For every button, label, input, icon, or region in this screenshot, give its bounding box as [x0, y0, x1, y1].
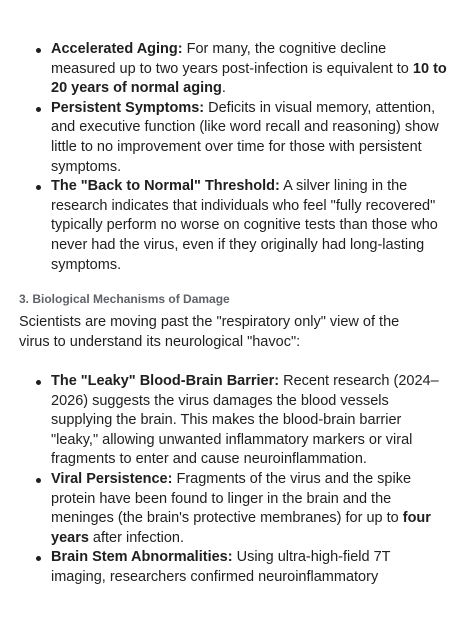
list-item-leaky-bbb — [19, 372, 447, 470]
list-item-persistent-symptoms — [19, 99, 447, 177]
item-text: For many, the cognitive decline measured up to two years post-infection is equivalent to — [51, 41, 413, 77]
list-item-brain-stem — [19, 548, 447, 587]
item-text-end: after infection. — [88, 529, 185, 546]
item-title: The "Back to Normal" Threshold: — [51, 178, 280, 195]
item-emphasis: 10 to 20 years of normal aging — [51, 60, 447, 97]
list-item-back-to-normal — [19, 177, 447, 275]
list-item-accelerated-aging — [19, 40, 447, 99]
item-text: Recent research (2024–2026) suggests the virus damages the blood vessels supplying the brain. This makes the blood-brain barrier "leaky," allowing unwanted inflammatory markers or viral fragments to enter and cause neuroinflammation. — [51, 373, 439, 468]
mechanisms-list — [19, 372, 447, 588]
item-text: Using ultra-high-field 7T imaging, researchers confirmed neuroinflammatory — [51, 549, 391, 585]
item-text: Fragments of the virus and the spike protein have been found to linger in the brain and the meninges (the brain's protective membranes) for up to — [51, 470, 412, 527]
section-heading: 3. Biological Mechanisms of Damage — [19, 292, 230, 306]
item-title: Brain Stem Abnormalities: — [51, 549, 233, 566]
item-title: Viral Persistence: — [51, 470, 173, 487]
section-intro: Scientists are moving past the "respiratory only" view of the virus to understand its neurological "havoc": — [19, 314, 400, 350]
item-text-end: . — [221, 80, 226, 97]
item-text: Deficits in visual memory, attention, and executive function (like word recall and reasoning) show little to no improvement over time for those with persistent symptoms. — [51, 99, 439, 175]
cognitive-effects-list — [19, 40, 447, 275]
item-emphasis: four years — [51, 510, 431, 546]
item-title: Persistent Symptoms: — [51, 99, 205, 116]
item-title: The "Leaky" Blood-Brain Barrier: — [51, 373, 280, 389]
list-item-viral-persistence — [19, 470, 447, 548]
item-text: A silver lining in the research indicates that individuals who feel "fully recovered" typically perform no worse on cognitive tests than those who never had the virus, even if they originally had long-lasting symptoms. — [51, 178, 438, 273]
item-title: Accelerated Aging: — [51, 41, 183, 57]
